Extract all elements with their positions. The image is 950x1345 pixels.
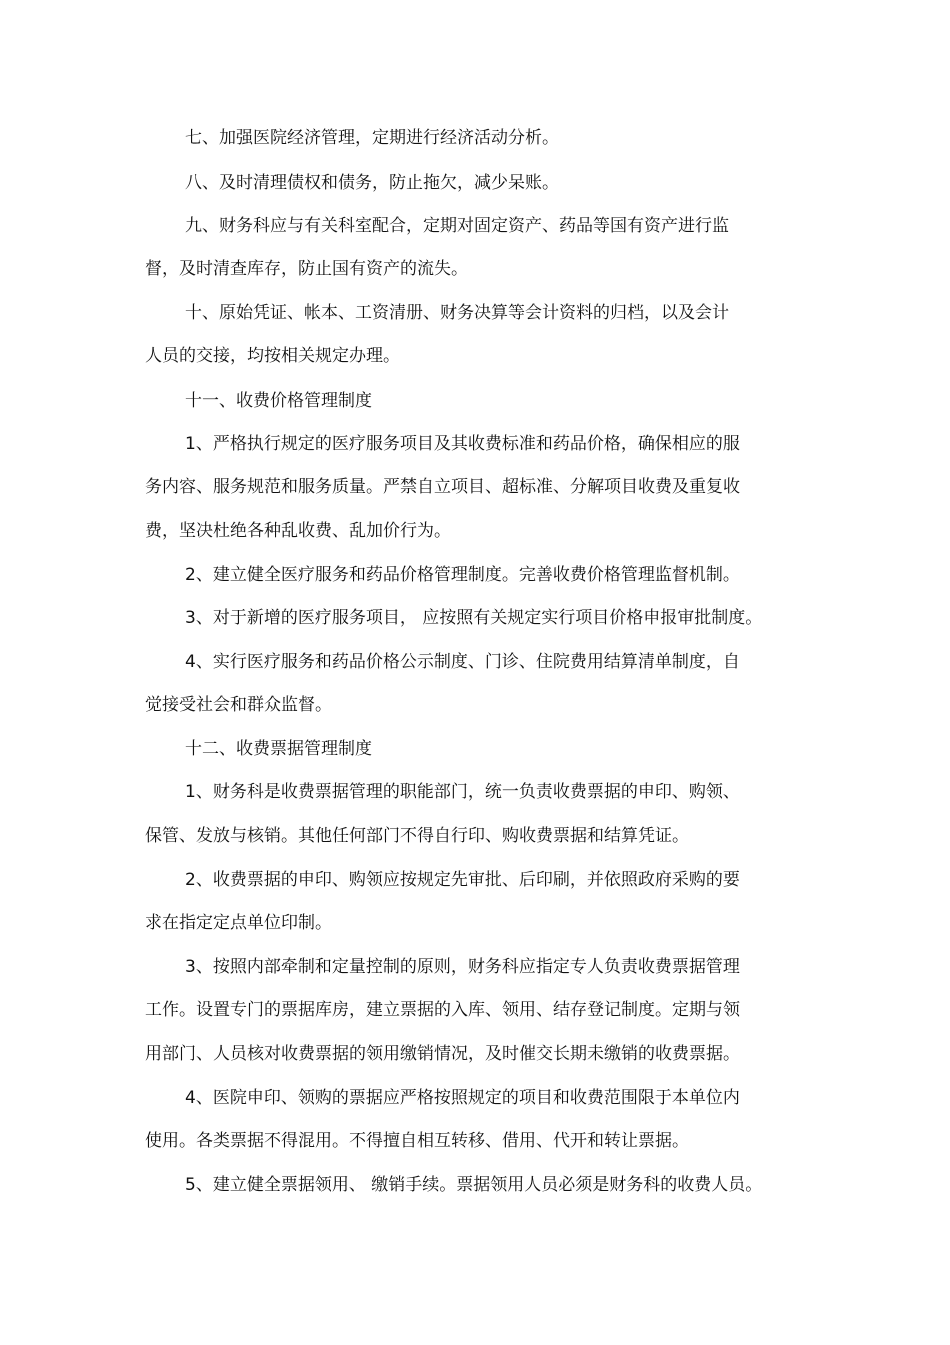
text-line: 用部门、人员核对收费票据的领用缴销情况，及时催交长期未缴销的收费票据。 xyxy=(145,1044,740,1064)
text-line: 督，及时清查库存，防止国有资产的流失。 xyxy=(145,259,468,279)
text-line: 3、按照内部牵制和定量控制的原则，财务科应指定专人负责收费票据管理 xyxy=(185,957,740,977)
section-heading: 十二、收费票据管理制度 xyxy=(185,739,372,759)
text-line: 觉接受社会和群众监督。 xyxy=(145,695,332,715)
text-line: 人员的交接，均按相关规定办理。 xyxy=(145,346,400,366)
text-line: 3、对于新增的医疗服务项目， 应按照有关规定实行项目价格申报审批制度。 xyxy=(185,608,763,628)
text-line: 求在指定定点单位印制。 xyxy=(145,913,332,933)
text-line: 5、建立健全票据领用、 缴销手续。票据领用人员必须是财务科的收费人员。 xyxy=(185,1175,763,1195)
text-line: 2、收费票据的申印、购领应按规定先审批、后印刷，并依照政府采购的要 xyxy=(185,870,740,890)
text-line: 十、原始凭证、帐本、工资清册、财务决算等会计资料的归档，以及会计 xyxy=(185,303,729,323)
text-line: 保管、发放与核销。其他任何部门不得自行印、购收费票据和结算凭证。 xyxy=(145,826,689,846)
section-heading: 十一、收费价格管理制度 xyxy=(185,391,372,411)
text-line: 八、及时清理债权和债务，防止拖欠，减少呆账。 xyxy=(185,173,559,193)
text-line: 务内容、服务规范和服务质量。严禁自立项目、超标准、分解项目收费及重复收 xyxy=(145,477,740,497)
text-line: 九、财务科应与有关科室配合，定期对固定资产、药品等国有资产进行监 xyxy=(185,216,729,236)
text-line: 工作。设置专门的票据库房，建立票据的入库、领用、结存登记制度。定期与领 xyxy=(145,1000,740,1020)
text-line: 1、财务科是收费票据管理的职能部门，统一负责收费票据的申印、购领、 xyxy=(185,782,740,802)
text-line: 七、加强医院经济管理，定期进行经济活动分析。 xyxy=(185,128,559,148)
text-line: 4、医院申印、领购的票据应严格按照规定的项目和收费范围限于本单位内 xyxy=(185,1088,740,1108)
text-line: 1、严格执行规定的医疗服务项目及其收费标准和药品价格，确保相应的服 xyxy=(185,434,740,454)
text-line: 4、实行医疗服务和药品价格公示制度、门诊、住院费用结算清单制度，自 xyxy=(185,652,740,672)
text-line: 使用。各类票据不得混用。不得擅自相互转移、借用、代开和转让票据。 xyxy=(145,1131,689,1151)
text-line: 费，坚决杜绝各种乱收费、乱加价行为。 xyxy=(145,521,451,541)
text-line: 2、建立健全医疗服务和药品价格管理制度。完善收费价格管理监督机制。 xyxy=(185,565,740,585)
